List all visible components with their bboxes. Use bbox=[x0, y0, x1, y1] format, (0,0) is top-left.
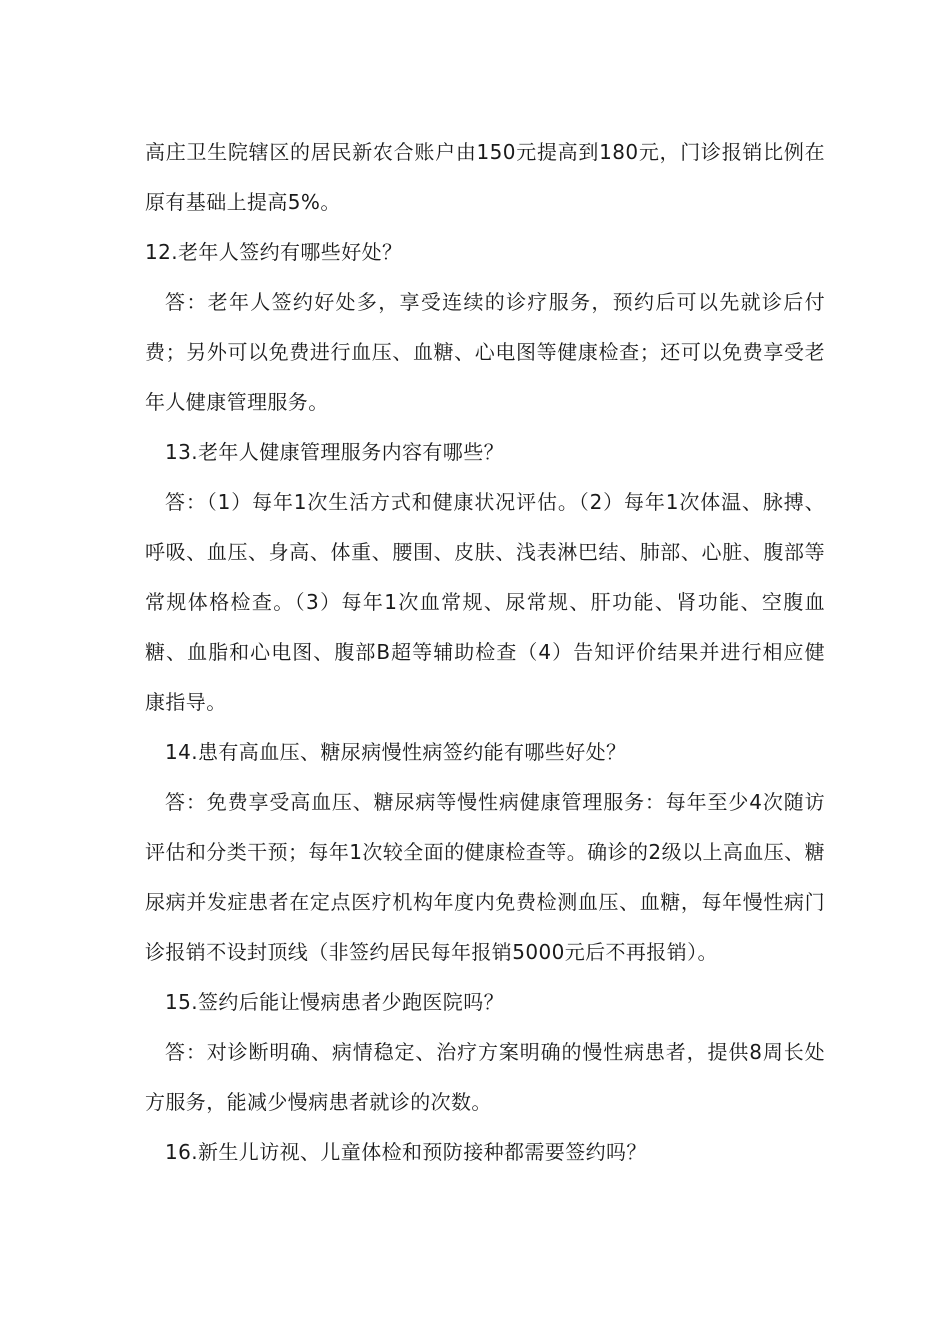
answer-12: 答：老年人签约好处多，享受连续的诊疗服务，预约后可以先就诊后付费；另外可以免费进行血压、血糖、心电图等健康检查；还可以免费享受老年人健康管理服务。 bbox=[145, 290, 825, 414]
answer-15: 答：对诊断明确、病情稳定、治疗方案明确的慢性病患者，提供8周长处方服务，能减少慢病患者就诊的次数。 bbox=[145, 1040, 825, 1114]
document-body bbox=[145, 127, 825, 1177]
question-16: 16.新生儿访视、儿童体检和预防接种都需要签约吗？ bbox=[165, 1140, 647, 1164]
answer-14: 答：免费享受高血压、糖尿病等慢性病健康管理服务：每年至少4次随访评估和分类干预；每年1次较全面的健康检查等。确诊的2级以上高血压、糖尿病并发症患者在定点医疗机构年度内免费检测血压、血糖，每年慢性病门诊报销不设封顶线（非签约居民每年报销5000元后不再报销）。 bbox=[145, 790, 825, 964]
answer-13: 答：（1）每年1次生活方式和健康状况评估。（2）每年1次体温、脉搏、呼吸、血压、身高、体重、腰围、皮肤、浅表淋巴结、肺部、心脏、腹部等常规体格检查。（3）每年1次血常规、尿常规、肝功能、肾功能、空腹血糖、血脂和心电图、腹部B超等辅助检查（4）告知评价结果并进行相应健康指导。 bbox=[145, 490, 825, 714]
question-14: 14.患有高血压、糖尿病慢性病签约能有哪些好处？ bbox=[165, 740, 627, 764]
paragraph-account-increase: 高庄卫生院辖区的居民新农合账户由150元提高到180元，门诊报销比例在原有基础上提高5%。 bbox=[145, 140, 825, 214]
question-15: 15.签约后能让慢病患者少跑医院吗？ bbox=[165, 990, 505, 1014]
question-12: 12.老年人签约有哪些好处？ bbox=[145, 240, 403, 264]
question-13: 13.老年人健康管理服务内容有哪些？ bbox=[165, 440, 505, 464]
